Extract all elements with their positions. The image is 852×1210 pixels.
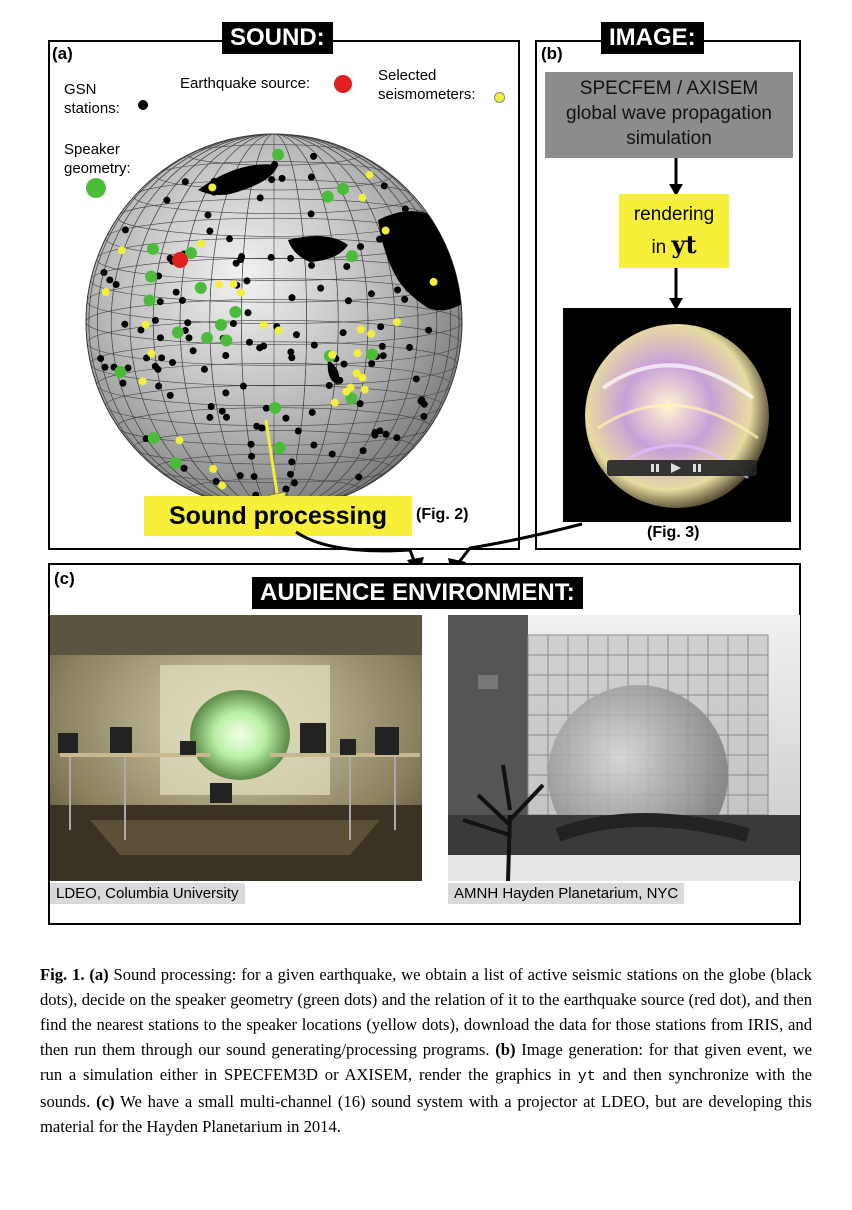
gsn-station-dot xyxy=(233,260,240,267)
gsn-station-dot xyxy=(167,392,174,399)
gsn-station-dot xyxy=(308,210,315,217)
gsn-station-dot xyxy=(206,414,213,421)
selected-seismometer-dot xyxy=(197,240,205,248)
gsn-station-dot xyxy=(326,382,333,389)
gsn-station-dot xyxy=(282,485,289,492)
caption-b-label: (b) xyxy=(495,1040,516,1059)
speaker-dot xyxy=(195,282,207,294)
selected-seismometer-dot xyxy=(118,246,126,254)
gsn-station-dot xyxy=(413,375,420,382)
gsn-station-dot xyxy=(360,447,367,454)
gsn-station-dot xyxy=(392,237,399,244)
selected-seismometer-dot xyxy=(347,384,355,392)
gsn-station-dot xyxy=(121,321,128,328)
gsn-station-dot xyxy=(288,458,295,465)
caption-a-text: Sound processing: for a given earthquake, we obtain a list of active seismic stations on the globe (black dots), decide on the speaker geometry (green dots) and the relation of it to the earthquake source (red dot), and then find the nearest stations to the speaker locations (yellow dots), download the data for those stations from IRIS, and then run them through our sound generating/processing programs. xyxy=(40,965,812,1059)
gsn-station-dot xyxy=(406,344,413,351)
gsn-station-dot xyxy=(173,289,180,296)
speaker-dot xyxy=(145,271,157,283)
gsn-station-dot xyxy=(106,276,113,283)
caption-b-text-2: and then synchronize with the sounds. xyxy=(40,1065,813,1111)
selected-seismometer-dot xyxy=(215,280,223,288)
gsn-station-dot xyxy=(343,263,350,270)
selected-seismometer-dot xyxy=(102,288,110,296)
gsn-station-dot xyxy=(152,317,159,324)
gsn-station-dot xyxy=(204,212,211,219)
selected-seismometer-dot xyxy=(354,349,362,357)
rendering-box: rendering in yt xyxy=(619,194,729,268)
gsn-station-dot xyxy=(341,361,348,368)
hayden-photo-label: AMNH Hayden Planetarium, NYC xyxy=(448,883,684,904)
gsn-station-dot xyxy=(317,285,324,292)
gsn-station-dot xyxy=(155,383,162,390)
speaker-dot xyxy=(272,149,284,161)
selected-seismometer-dot xyxy=(430,278,438,286)
gsn-station-dot xyxy=(310,442,317,449)
arrow-sim-to-render xyxy=(666,158,686,198)
gsn-station-dot xyxy=(201,366,208,373)
gsn-station-dot xyxy=(169,359,176,366)
speaker-dot xyxy=(201,332,213,344)
speaker-dot xyxy=(322,191,334,203)
gsn-station-dot xyxy=(288,294,295,301)
gsn-station-dot xyxy=(181,465,188,472)
speaker-dot xyxy=(346,250,358,262)
selected-seismometer-dot xyxy=(147,349,155,357)
gsn-station-dot xyxy=(287,349,294,356)
selected-seismometer-dot xyxy=(218,481,226,489)
gsn-station-dot xyxy=(244,309,251,316)
gsn-station-dot xyxy=(345,297,352,304)
gsn-station-dot xyxy=(182,178,189,185)
hayden-photo xyxy=(448,615,800,881)
selected-seismometer-dot xyxy=(260,321,268,329)
simulation-box: SPECFEM / AXISEM global wave propagation simulation xyxy=(545,72,793,158)
gsn-station-dot xyxy=(253,423,260,430)
caption-c-label: (c) xyxy=(96,1092,115,1111)
panel-a-title: SOUND: xyxy=(222,22,333,54)
speaker-dot xyxy=(172,326,184,338)
speaker-dot xyxy=(274,442,286,454)
legend-speaker-label: Speaker geometry: xyxy=(64,141,131,177)
gsn-station-dot xyxy=(223,414,230,421)
gsn-station-dot xyxy=(433,253,440,260)
gsn-station-dot xyxy=(163,197,170,204)
selected-seismometer-dot xyxy=(358,194,366,202)
selected-seismometer-dot xyxy=(328,351,336,359)
speaker-dot xyxy=(366,348,378,360)
gsn-station-dot xyxy=(271,161,278,168)
gsn-station-dot xyxy=(154,366,161,373)
gsn-station-dot xyxy=(101,364,108,371)
gsn-station-dot xyxy=(206,227,213,234)
panel-b-image xyxy=(535,24,801,550)
gsn-station-dot xyxy=(208,403,215,410)
gsn-station-dot xyxy=(309,409,316,416)
selected-seismometer-dot xyxy=(139,377,147,385)
fig2-ref: (Fig. 2) xyxy=(416,506,469,523)
sound-processing-box xyxy=(144,496,412,536)
earthquake-source-dot xyxy=(172,252,188,268)
gsn-station-dot xyxy=(329,451,336,458)
gsn-station-dot xyxy=(401,296,408,303)
selected-seismometer-dot xyxy=(208,183,216,191)
gsn-station-dot xyxy=(222,352,229,359)
speaker-dot xyxy=(269,402,281,414)
gsn-station-dot xyxy=(251,473,258,480)
gsn-station-dot xyxy=(157,334,164,341)
gsn-station-dot xyxy=(213,478,220,485)
gsn-station-dot xyxy=(311,342,318,349)
gsn-station-dot xyxy=(268,254,275,261)
gsn-station-dot xyxy=(295,428,302,435)
gsn-station-dot xyxy=(222,389,229,396)
legend-gsn-label: GSN stations: xyxy=(64,81,120,117)
selected-seismometer-dot xyxy=(382,227,390,235)
panel-a-letter: (a) xyxy=(52,44,73,63)
ldeo-photo xyxy=(50,615,422,881)
speaker-dot xyxy=(215,319,227,331)
gsn-station-dot xyxy=(185,334,192,341)
caption-b-code: yt xyxy=(577,1068,596,1085)
speaker-dot xyxy=(170,457,182,469)
gsn-station-dot xyxy=(243,277,250,284)
globe-graphic xyxy=(48,40,520,550)
gsn-station-dot xyxy=(377,323,384,330)
gsn-station-dot xyxy=(355,474,362,481)
gsn-station-dot xyxy=(219,408,226,415)
speaker-dot xyxy=(147,243,159,255)
gsn-station-dot xyxy=(357,243,364,250)
gsn-station-dot xyxy=(420,413,427,420)
gsn-station-dot xyxy=(237,472,244,479)
gsn-station-dot xyxy=(393,251,400,258)
panel-b-title: IMAGE: xyxy=(601,22,704,54)
gsn-station-dot xyxy=(425,327,432,334)
selected-seismometer-dot xyxy=(357,325,365,333)
speaker-dot xyxy=(148,432,160,444)
gsn-station-dot xyxy=(287,255,294,262)
gsn-station-dot xyxy=(157,298,164,305)
selected-seismometer-dot xyxy=(237,289,245,297)
gsn-station-dot xyxy=(184,319,191,326)
figure-caption xyxy=(40,962,812,1139)
gsn-station-dot xyxy=(119,380,126,387)
gsn-station-dot xyxy=(238,253,245,260)
gsn-station-dot xyxy=(100,269,107,276)
selected-seismometer-dot xyxy=(229,280,237,288)
gsn-station-dot xyxy=(383,431,390,438)
gsn-station-dot xyxy=(382,217,389,224)
gsn-station-dot xyxy=(113,281,120,288)
selected-seismometer-dot xyxy=(331,399,339,407)
panel-c-title: AUDIENCE ENVIRONMENT: xyxy=(252,577,583,609)
arrow-render-to-image xyxy=(666,268,686,312)
gsn-station-dot xyxy=(231,175,238,182)
gsn-station-dot xyxy=(279,175,286,182)
selected-seismometer-dot xyxy=(366,171,374,179)
selected-seismometer-dot xyxy=(175,436,183,444)
simulation-render-image xyxy=(563,308,791,522)
gsn-station-dot xyxy=(379,343,386,350)
gsn-station-dot xyxy=(241,179,248,186)
gsn-station-dot xyxy=(263,405,270,412)
selected-seismometer-dot xyxy=(367,330,375,338)
gsn-station-dot xyxy=(340,329,347,336)
speaker-dot xyxy=(337,183,349,195)
gsn-station-dot xyxy=(226,235,233,242)
speaker-dot xyxy=(220,334,232,346)
gsn-station-dot xyxy=(402,205,409,212)
legend-selected-label: Selected seismometers: xyxy=(378,67,476,103)
gsn-station-dot xyxy=(381,182,388,189)
panel-c-audience xyxy=(48,563,801,925)
selected-seismometer-dot xyxy=(142,321,150,329)
caption-b-text-1: Image generation: for that given event, we run a simulation either in SPECFEM3D or AXISEM, render the graphics in xyxy=(40,1040,812,1084)
gsn-station-dot xyxy=(418,396,425,403)
caption-c-text: We have a small multi-channel (16) sound system with a projector at LDEO, but are developing this material for the Hayden Planetarium in 2014. xyxy=(40,1092,812,1136)
gsn-station-dot xyxy=(248,441,255,448)
speaker-dot xyxy=(144,294,156,306)
gsn-station-dot xyxy=(246,339,253,346)
gsn-station-dot xyxy=(307,253,314,260)
fig3-ref: (Fig. 3) xyxy=(647,524,700,541)
gsn-station-dot xyxy=(372,429,379,436)
yt-code: yt xyxy=(671,230,697,259)
gsn-station-dot xyxy=(190,347,197,354)
caption-fig-label: Fig. 1. xyxy=(40,965,85,984)
gsn-station-dot xyxy=(405,285,412,292)
selected-seismometer-dot xyxy=(275,326,283,334)
gsn-station-dot xyxy=(158,354,165,361)
gsn-station-dot xyxy=(308,262,315,269)
gsn-station-dot xyxy=(357,400,364,407)
gsn-station-dot xyxy=(256,344,263,351)
gsn-station-dot xyxy=(310,153,317,160)
gsn-station-dot xyxy=(287,471,294,478)
panel-b-letter: (b) xyxy=(541,44,563,63)
gsn-station-dot xyxy=(418,245,425,252)
gsn-station-dot xyxy=(380,352,387,359)
panel-c-letter: (c) xyxy=(54,569,75,588)
gsn-station-dot xyxy=(282,415,289,422)
gsn-station-dot xyxy=(308,173,315,180)
gsn-station-dot xyxy=(393,434,400,441)
gsn-station-dot xyxy=(368,290,375,297)
gsn-station-dot xyxy=(230,320,237,327)
gsn-station-dot xyxy=(293,331,300,338)
gsn-station-dot xyxy=(268,176,275,183)
ldeo-photo-label: LDEO, Columbia University xyxy=(50,883,245,904)
caption-a-label: (a) xyxy=(89,965,109,984)
gsn-station-dot xyxy=(336,377,343,384)
gsn-station-dot xyxy=(257,194,264,201)
gsn-station-dot xyxy=(394,286,401,293)
legend-source-label: Earthquake source: xyxy=(180,75,311,92)
selected-seismometer-dot xyxy=(209,465,217,473)
gsn-station-dot xyxy=(97,355,104,362)
speaker-dot xyxy=(114,366,126,378)
selected-seismometer-dot xyxy=(361,386,369,394)
panel-a-sound xyxy=(48,24,520,550)
speaker-dot xyxy=(229,306,241,318)
selected-seismometer-dot xyxy=(358,374,366,382)
selected-seismometer-dot xyxy=(393,318,401,326)
gsn-station-dot xyxy=(248,453,255,460)
gsn-station-dot xyxy=(376,236,383,243)
gsn-station-dot xyxy=(179,297,186,304)
gsn-station-dot xyxy=(368,360,375,367)
gsn-station-dot xyxy=(122,226,129,233)
gsn-station-dot xyxy=(291,479,298,486)
sound-processing-label: Sound processing xyxy=(168,502,388,530)
gsn-station-dot xyxy=(240,383,247,390)
